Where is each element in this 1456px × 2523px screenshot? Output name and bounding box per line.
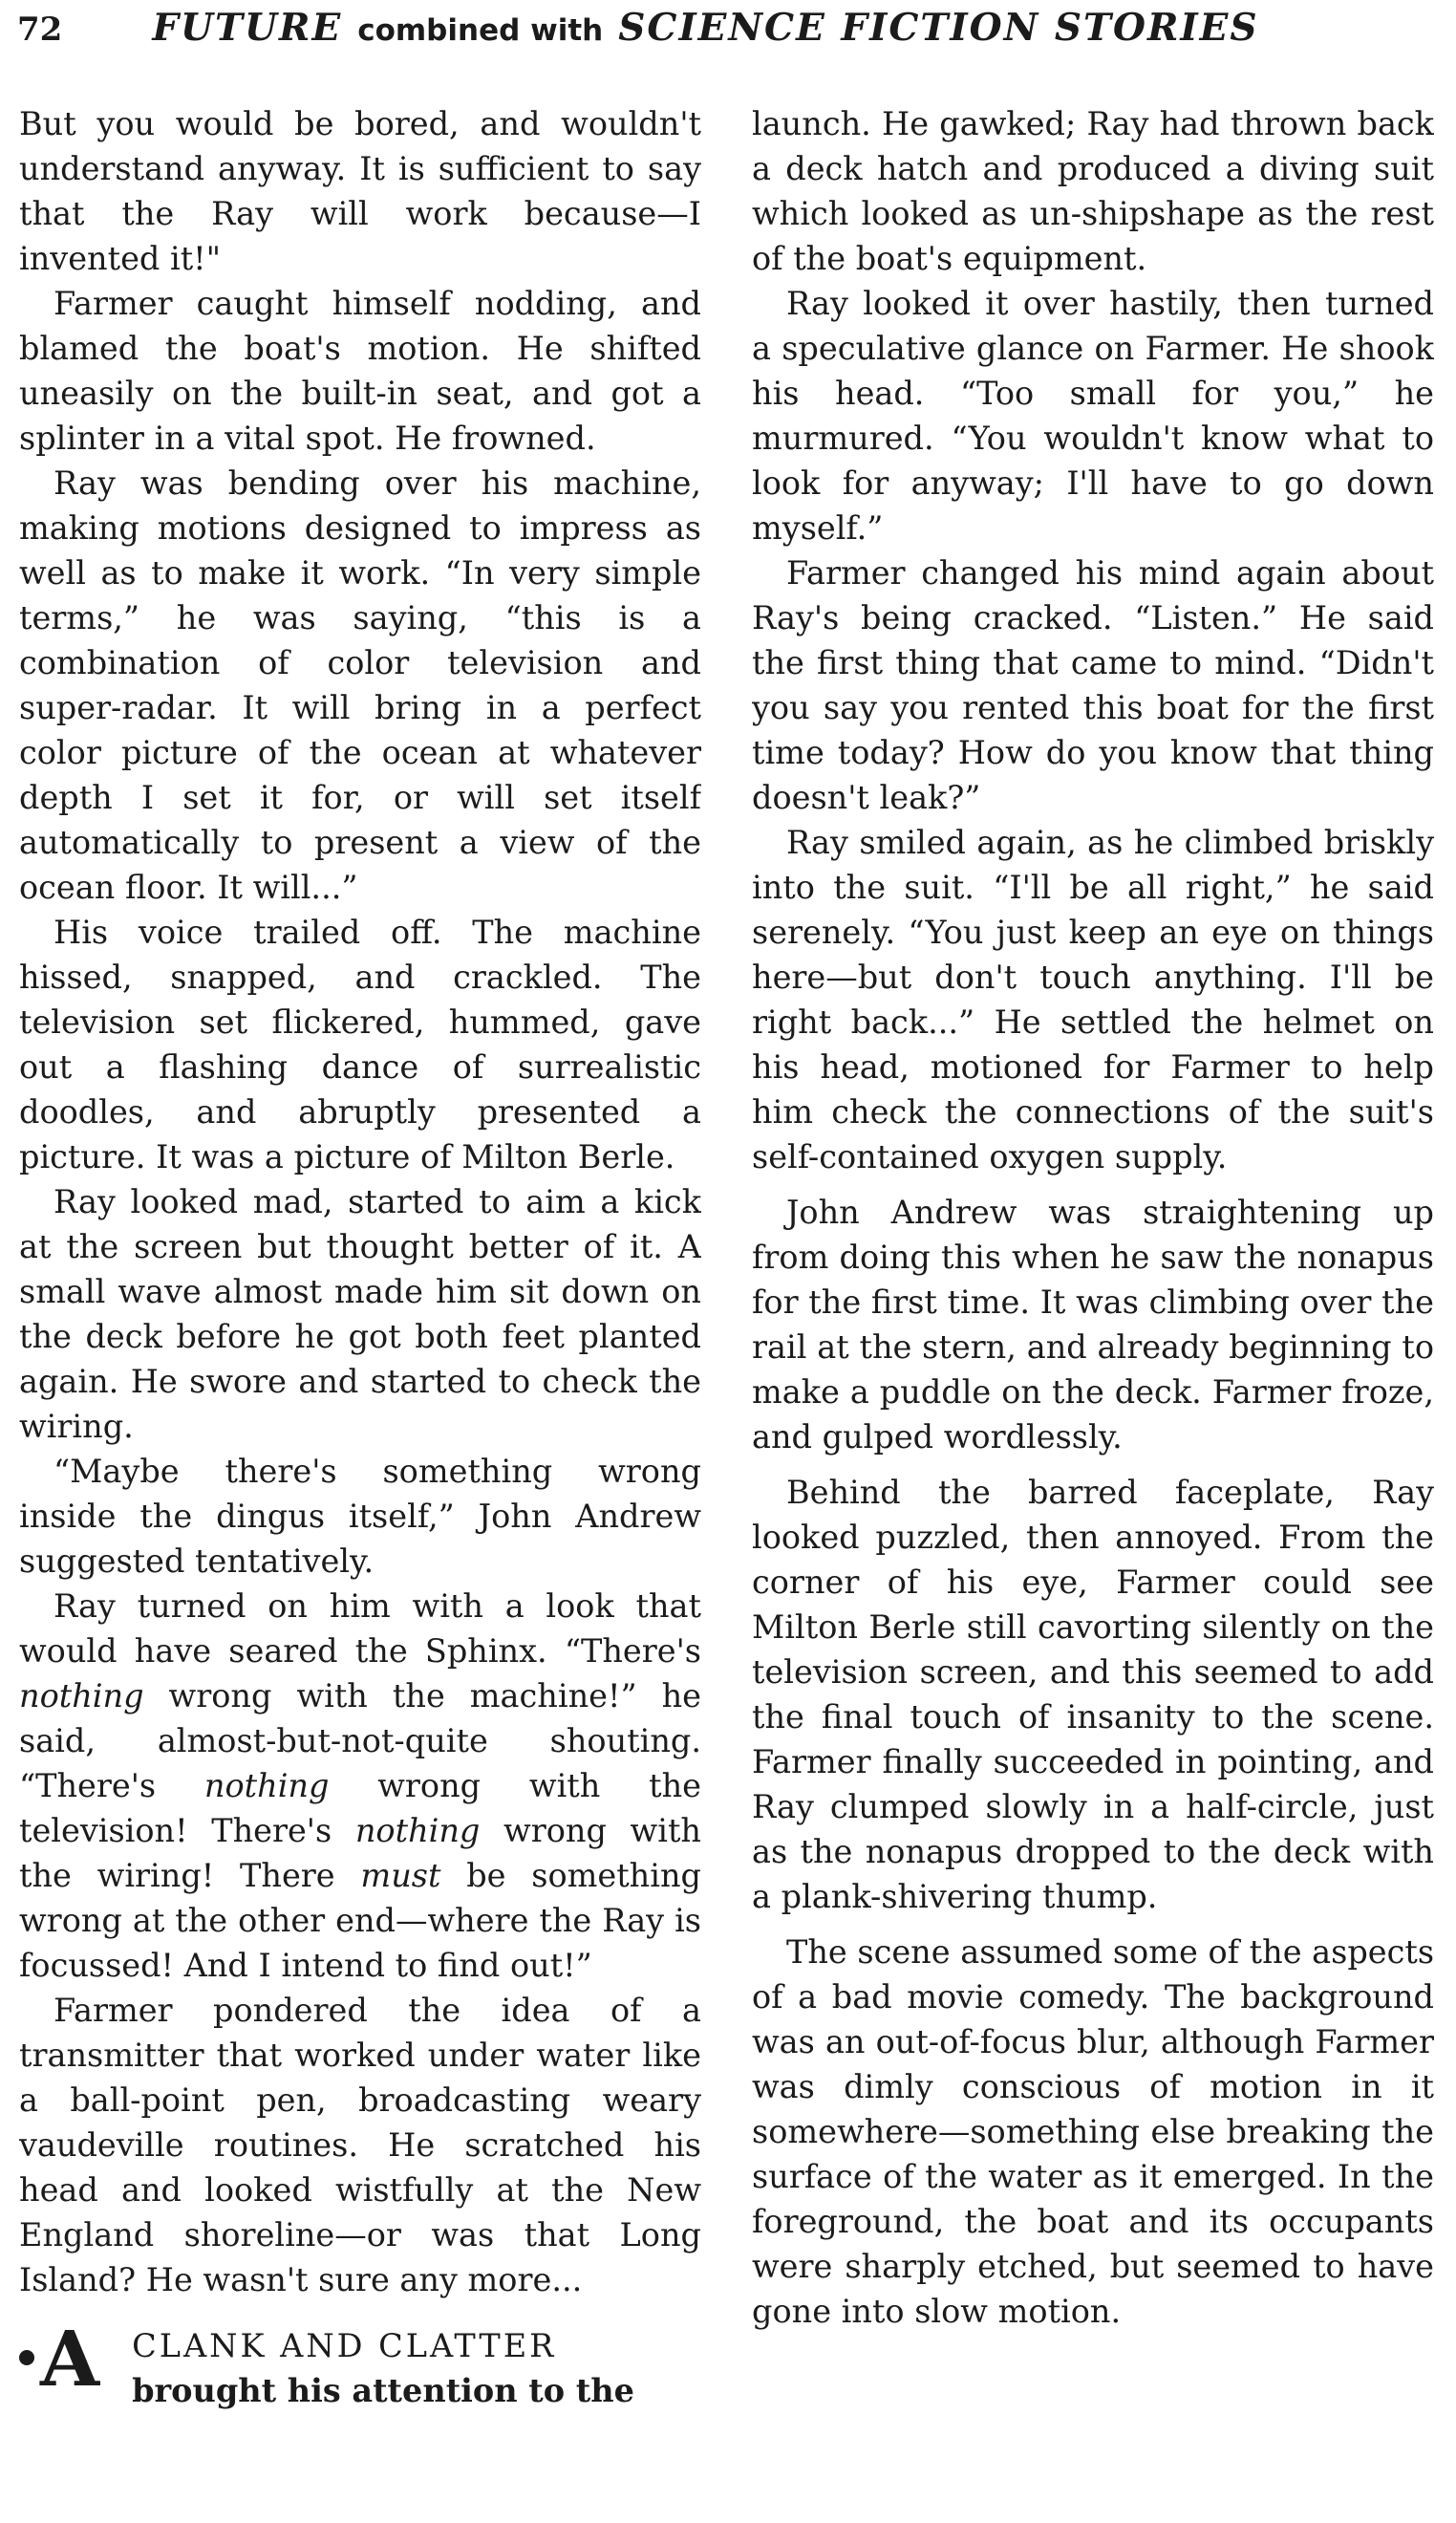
bullet-icon: [19, 2350, 34, 2365]
paragraph: [19, 1584, 701, 1988]
paragraph: Farmer caught himself nodding, and blamed the boat's motion. He shifted uneasily on the built-in seat, and got a splinter in a vital spot. He frowned.: [19, 285, 701, 457]
paragraph: launch. He gawked; Ray had thrown back a deck hatch and produced a diving suit which looked as un-shipshape as the rest of the boat's equipment.: [752, 105, 1434, 277]
paragraph: John Andrew was straightening up from doing this when he saw the nonapus for the first time. It was climbing over the rail at the stern, and already beginning to make a puddle on the deck. Farmer froze, and gulped wordlessly.: [752, 1194, 1434, 1456]
paragraph: His voice trailed off. The machine hissed, snapped, and crackled. The television set flickered, hummed, gave out a flashing dance of surrealistic doodles, and abruptly presented a picture. It was a picture of Milton Berle.: [19, 914, 701, 1175]
text-run: wrong with the wiring! There: [19, 1812, 701, 1894]
magazine-title-science-fiction: SCIENCE FICTION STORIES: [618, 6, 1259, 50]
magazine-title-future: FUTURE: [152, 6, 343, 50]
paragraph: Ray looked mad, started to aim a kick at the screen but thought better of it. A small wave almost made him sit down on the deck before he got both feet planted again. He swore and started to check the wiring.: [19, 1183, 701, 1445]
page-number: 72: [17, 11, 63, 49]
paragraph: Ray looked it over hastily, then turned a speculative glance on Farmer. He shook his head. “Too small for you,” he murmured. “You wouldn't know what to look for anyway; I'll have to go down myself.”: [752, 285, 1434, 547]
drop-cap-text: [132, 2323, 634, 2413]
paragraph: Behind the barred faceplate, Ray looked puzzled, then annoyed. From the corner of his eye, Farmer could see Milton Berle still cavorting silently on the television screen, and this seemed to add the final touch of insanity to the scene. Farmer finally succeeded in pointing, and Ray clumped slowly in a half-circle, just as the nonapus dropped to the deck with a plank-shivering thump.: [752, 1474, 1434, 1915]
paragraph: The scene assumed some of the aspects of a bad movie comedy. The background was an out-of-focus blur, although Farmer was dimly conscious of motion in it somewhere—something else breaking the surface of the water as it emerged. In the foreground, the boat and its occupants were sharply etched, but seemed to have gone into slow motion.: [752, 1933, 1434, 2330]
left-column: [19, 101, 701, 2500]
text-run: wrong with the television! There's: [19, 1767, 701, 1849]
drop-cap-letter: A: [40, 2314, 100, 2404]
emphasis: must: [360, 1857, 441, 1894]
right-column: [752, 101, 1434, 2500]
paragraph: Ray was bending over his machine, making motions designed to impress as well as to make it work. “In very simple terms,” he was saying, “this is a combination of color television and super-radar. It will bring in a perfect color picture of the ocean at whatever depth I set it for, or will set itself automatically to present a view of the ocean floor. It will...”: [19, 464, 701, 906]
page-header: [17, 6, 1450, 63]
magazine-title-connector: combined with: [357, 13, 604, 48]
paragraph: “Maybe there's something wrong inside the dingus itself,” John Andrew suggested tentatively.: [19, 1453, 701, 1580]
paragraph: Ray smiled again, as he climbed briskly into the suit. “I'll be all right,” he said serenely. “You just keep an eye on things here—but don't touch anything. I'll be right back...” He settled the helmet on his head, motioned for Farmer to help him check the connections of the suit's self-contained oxygen supply.: [752, 824, 1434, 1175]
emphasis: nothing: [354, 1812, 481, 1849]
paragraph: Farmer pondered the idea of a transmitter that worked under water like a ball-point pen, broadcasting weary vaudeville routines. He scratched his head and looked wistfully at the New England shoreline—or was that Long Island? He wasn't sure any more...: [19, 1992, 701, 2298]
section-break-dropcap: [19, 2314, 701, 2413]
emphasis: nothing: [203, 1767, 330, 1804]
text-run: wrong with the machine!” he said, almost-but-not-quite shouting. “There's: [19, 1677, 701, 1804]
paragraph: But you would be bored, and wouldn't understand anyway. It is sufficient to say that the Ray will work because—I invented it!": [19, 105, 701, 277]
drop-cap-line-caps: CLANK AND CLATTER: [132, 2327, 557, 2364]
text-run: be something wrong at the other end—where the Ray is focussed! And I intend to find out!”: [19, 1857, 701, 1984]
paragraph: Farmer changed his mind again about Ray's being cracked. “Listen.” He said the first thing that came to mind. “Didn't you say you rented this boat for the first time today? How do you know that thing doesn't leak?”: [752, 554, 1434, 816]
drop-cap-line-bold: brought his attention to the: [132, 2372, 634, 2409]
emphasis: nothing: [19, 1677, 144, 1714]
text-run: Ray turned on him with a look that would have seared the Sphinx. “There's: [19, 1587, 701, 1670]
